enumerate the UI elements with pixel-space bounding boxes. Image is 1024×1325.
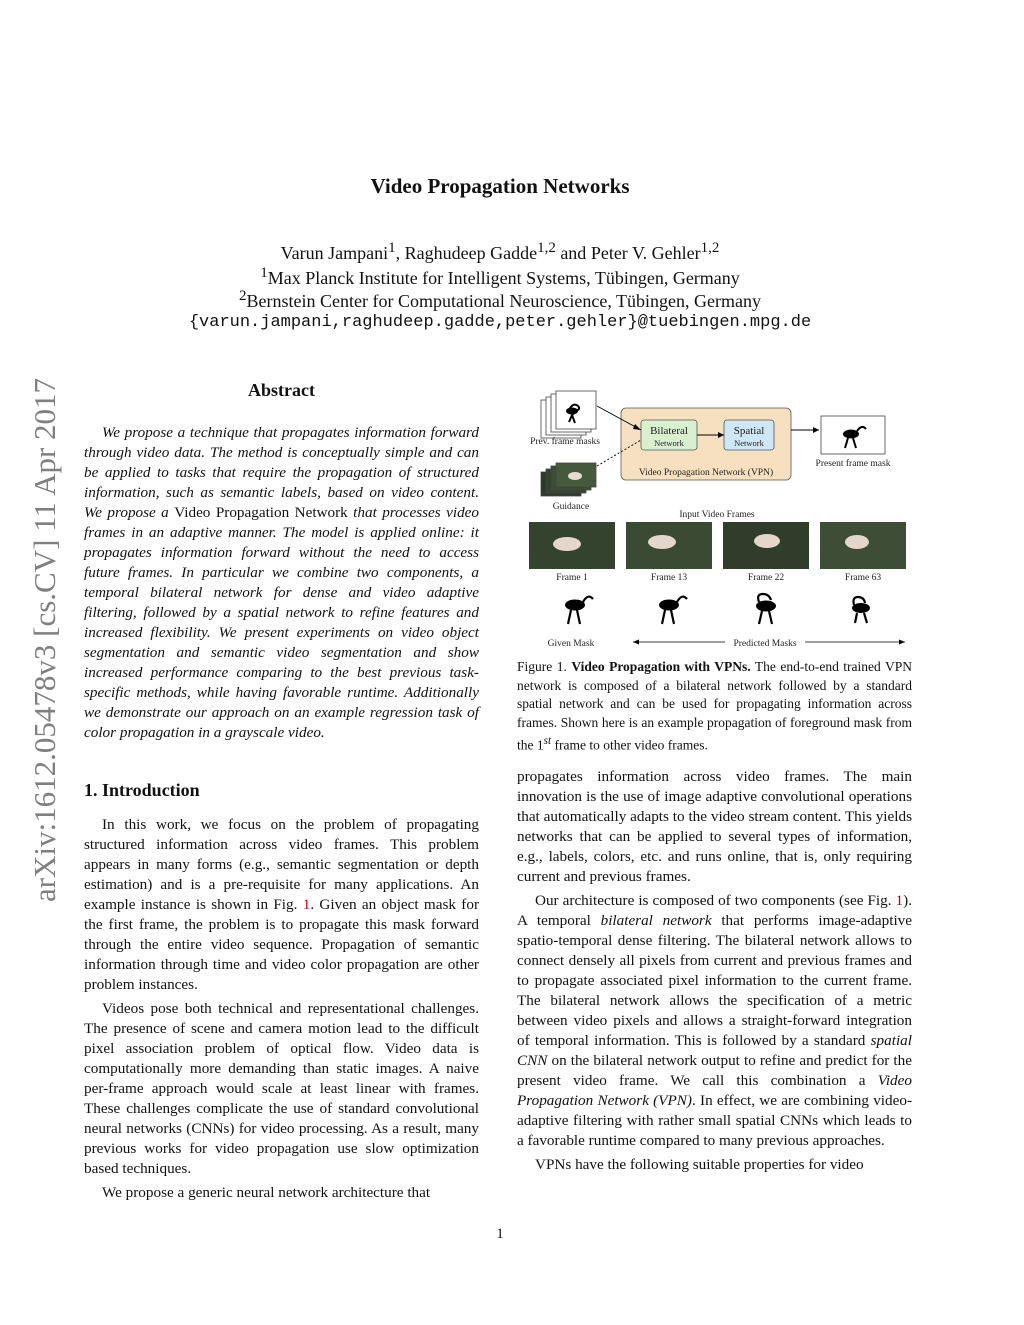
abstract-text: that processes video frames in an adaptive manner. The model is applied online: it propagates information forward without the need to access future frames. In particular we combine two components, a temporal bilateral network for dense and video adaptive filtering, followed by a spatial network to refine features and increased flexibility. We present experiments on video object segmentation and semantic video segmentation and show increased performance comparing to the best previous task-specific methods, while having favorable runtime. Additionally we demonstrate our approach on an example regression task of color propagation in a grayscale video. — [84, 504, 479, 741]
flamingo — [553, 537, 581, 551]
author-email: {varun.jampani,raghudeep.gadde,peter.gehler}@tuebingen.mpg.de — [188, 313, 812, 332]
right-paragraph-2 — [517, 891, 912, 1151]
intro-paragraph-2: Videos pose both technical and representational challenges. The presence of scene and camera motion lead to the difficult pixel association problem of optical flow. Video data is computationally more demanding than static images. A naive per-frame approach would scale at least linear with frames. These challenges complicate the use of standard convolutional neural networks (CNNs) for video processing. As a result, many previous works for video propagation use slow optimization based techniques. — [84, 1000, 479, 1177]
caption-title: Video Propagation with VPNs. — [571, 659, 751, 674]
caption-text-end: frame to other video frames. — [551, 737, 708, 753]
affiliation-text: Bernstein Center for Computational Neuroscience, Tübingen, Germany — [246, 291, 762, 311]
author-name: Raghudeep Gadde — [404, 243, 538, 263]
flamingo — [648, 535, 676, 549]
vpn-label: Video Propagation Network (VPN) — [638, 468, 774, 478]
paragraph-text: that performs image-adaptive spatio-temporal dense filtering. The bilateral network allows to connect densely all pixels from current and previous frames and to propagate associated pixel information to the current frame. The bilateral network allows the specification of a metric between video pixels and allows a straight-forward integration of temporal information. This is followed by a standard — [517, 912, 912, 1049]
abstract-emphasis: Video Propagation Network — [174, 504, 348, 521]
caption-text: The end-to-end trained VPN network is composed of a bilateral network followed by a standard spatial network and can be used for propagating information across frames. Shown here is an example propagation of foreground mask from the 1 — [517, 659, 913, 753]
flamingo — [845, 535, 869, 549]
mask-silhouettes — [565, 594, 870, 624]
abstract-body — [84, 423, 479, 743]
right-paragraph-1: propagates information across video frames. The main innovation is the use of image adaptive convolutional operations that automatically adapts to the video stream content. This yields networks that can be applied to several types of information, e.g., labels, colors, etc. and runs online, that is, only requiring current and previous frames. — [517, 768, 912, 885]
prev-frame-masks-label: Prev. frame masks — [530, 437, 600, 447]
paper-title: Video Propagation Networks — [370, 174, 630, 198]
caption-superscript: st — [543, 735, 552, 747]
spatial-network-label: Network — [734, 438, 764, 448]
author-affiliation-mark: 1,2 — [537, 240, 556, 256]
arrowhead — [899, 640, 905, 645]
bilateral-label: Bilateral — [650, 425, 688, 437]
author-joiner: , — [395, 243, 405, 263]
paragraph-text: on the bilateral network output to refine and predict for the present video frame. We call this combination a — [517, 1052, 912, 1089]
affiliation-1 — [0, 265, 1000, 289]
predicted-masks-label: Predicted Masks — [733, 639, 797, 649]
present-frame-mask-label: Present frame mask — [815, 459, 891, 469]
author-joiner: and — [555, 243, 591, 263]
flamingo — [754, 534, 780, 548]
affiliation-text: Max Planck Institute for Intelligent Systems, Tübingen, Germany — [267, 268, 740, 288]
affiliation-mark: 1 — [260, 265, 268, 281]
given-mask-label: Given Mask — [547, 639, 595, 649]
frame-label: Frame 22 — [747, 573, 785, 583]
page-number: 1 — [496, 1226, 504, 1242]
paragraph-text: ). A temporal — [517, 892, 912, 929]
right-paragraph-3: VPNs have the following suitable properties for video — [535, 1156, 864, 1173]
figure-reference-link[interactable]: 1 — [302, 896, 311, 913]
introduction-body — [84, 815, 479, 1203]
author-name: Varun Jampani — [280, 243, 389, 263]
frame-label: Frame 13 — [650, 573, 688, 583]
affiliation-mark: 2 — [238, 288, 247, 304]
frame-label: Frame 63 — [844, 573, 882, 583]
author-affiliation-mark: 1,2 — [700, 240, 720, 256]
emphasis-text: Video Propagation Network (VPN) — [517, 1072, 912, 1109]
figure-1-caption — [517, 658, 912, 755]
intro-paragraph-1 — [84, 815, 479, 995]
arrowhead — [633, 640, 639, 645]
figure-1 — [517, 380, 917, 655]
bilateral-network-label: Network — [654, 438, 684, 448]
emphasis-text: bilateral network — [600, 912, 712, 929]
author-list — [0, 240, 1000, 264]
paragraph-text: Our architecture is composed of two components (see Fig. — [535, 892, 896, 909]
abstract-paragraph — [84, 423, 479, 743]
paragraph-text: In this work, we focus on the problem of propagating structured information across video frames. This problem appears in many forms (e.g., semantic segmentation or depth estimation) and is a pre-requisite for many applications. An example instance is shown in Fig. — [84, 816, 479, 913]
paragraph-text: . Given an object mask for the first frame, the problem is to propagate this mask forward through the entire video sequence. Propagation of semantic information through time and video color propagation are other problem instances. — [84, 896, 479, 993]
spatial-label: Spatial — [733, 425, 765, 437]
emphasis-text: spatial CNN — [517, 1032, 912, 1069]
frame-label: Frame 1 — [556, 573, 588, 583]
guidance-frames-stack — [541, 463, 596, 496]
abstract-heading: Abstract — [248, 380, 315, 400]
author-affiliation-mark: 1 — [388, 240, 396, 256]
abstract-text: We propose a technique that propagates information forward through video data. The method is conceptually simple and can be applied to tasks that require the propagation of structured information, such as semantic labels, based on video content. We propose a — [84, 424, 479, 521]
intro-paragraph-3: We propose a generic neural network architecture that — [102, 1184, 431, 1201]
right-column-body — [517, 767, 912, 1175]
author-name: Peter V. Gehler — [590, 243, 701, 263]
arrowhead — [813, 427, 819, 433]
input-frames-label: Input Video Frames — [679, 510, 755, 520]
caption-label: Figure 1. — [517, 659, 567, 674]
affiliation-2 — [0, 288, 1000, 312]
video-frame-thumbnails — [529, 522, 906, 569]
prev-frame-masks-stack — [541, 391, 596, 438]
figure-reference-link[interactable]: 1 — [895, 892, 904, 909]
guidance-label: Guidance — [552, 502, 590, 512]
paragraph-text: . In effect, we are combining video-adaptive filtering with rather small spatial CNNs which leads to a favorable runtime compared to many previous approaches. — [517, 1092, 912, 1149]
section-heading-introduction: 1. Introduction — [84, 780, 200, 800]
arxiv-id: arXiv:1612.05478v3 [cs.CV] 11 Apr 2017 — [27, 377, 62, 903]
